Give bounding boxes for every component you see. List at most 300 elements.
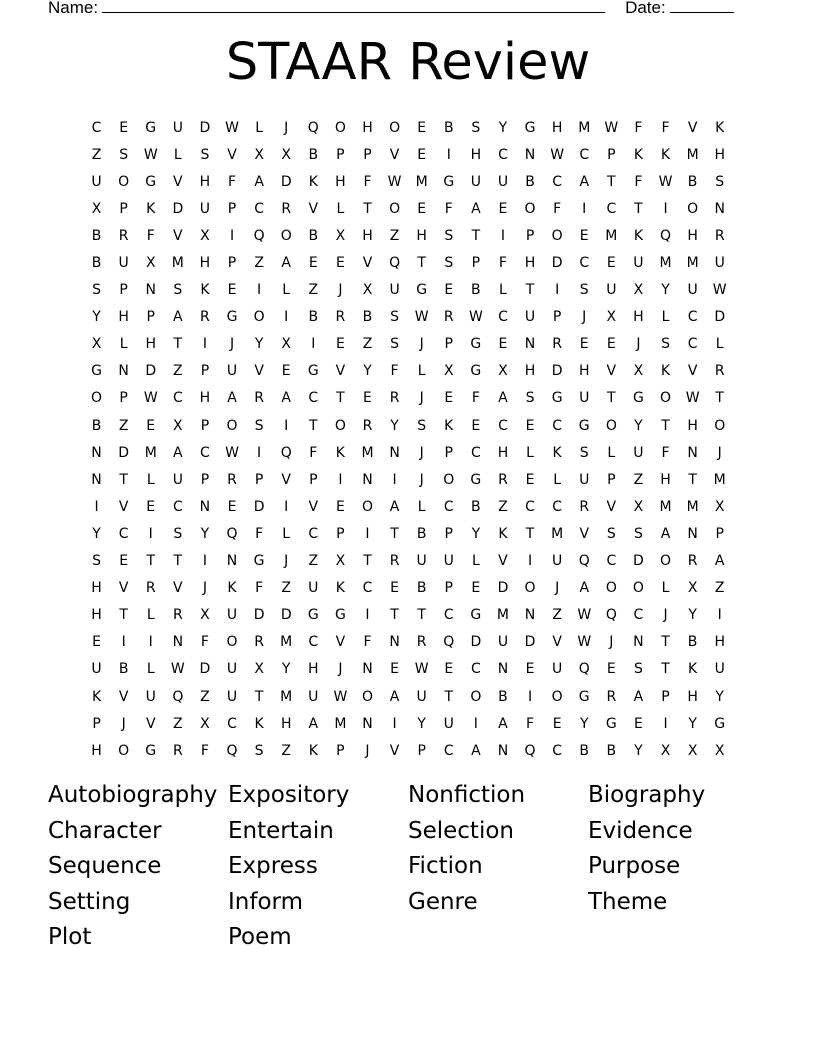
grid-letter: R: [227, 471, 237, 488]
grid-letter: V: [389, 742, 400, 759]
grid-letter: G: [145, 742, 157, 759]
grid-letter: H: [660, 471, 671, 488]
grid-letter: Q: [578, 553, 590, 570]
grid-letter: J: [582, 309, 587, 326]
grid-letter: A: [579, 173, 590, 190]
grid-letter: U: [308, 580, 319, 597]
grid-letter: S: [606, 525, 616, 542]
grid-letter: N: [687, 525, 698, 542]
grid-letter: M: [605, 227, 618, 244]
grid-letter: A: [660, 525, 671, 542]
grid-letter: X: [254, 146, 264, 163]
grid-letter: Y: [661, 282, 670, 299]
grid-letter: O: [551, 688, 563, 705]
grid-letter: F: [309, 444, 318, 461]
grid-letter: S: [579, 444, 589, 461]
grid-letter: K: [688, 661, 698, 678]
grid-letter: I: [202, 336, 207, 353]
grid-letter: E: [606, 661, 616, 678]
grid-letter: R: [714, 227, 725, 244]
grid-row: [83, 114, 733, 141]
grid-letter: K: [660, 146, 671, 163]
grid-letter: S: [119, 146, 129, 163]
grid-letter: C: [362, 580, 373, 597]
grid-letter: W: [170, 661, 185, 678]
grid-letter: C: [552, 742, 563, 759]
grid-letter: J: [419, 336, 424, 353]
grid-letter: J: [636, 336, 641, 353]
grid-letter: A: [281, 255, 291, 272]
grid-letter: G: [307, 363, 319, 380]
grid-letter: E: [390, 580, 399, 597]
grid-letter: W: [658, 173, 673, 190]
grid-letter: S: [417, 417, 427, 434]
grid-letter: W: [333, 688, 348, 705]
grid-letter: C: [470, 444, 481, 461]
grid-letter: U: [633, 444, 644, 461]
grid-letter: G: [307, 607, 319, 624]
grid-letter: C: [606, 200, 617, 217]
grid-letter: P: [336, 742, 345, 759]
grid-letter: Q: [226, 742, 238, 759]
grid-letter: M: [280, 634, 293, 651]
grid-letter: F: [553, 200, 562, 217]
grid-letter: D: [118, 444, 130, 461]
grid-letter: O: [253, 309, 265, 326]
grid-letter: C: [118, 525, 129, 542]
grid-letter: S: [92, 282, 101, 299]
grid-letter: M: [578, 119, 591, 136]
grid-letter: J: [555, 580, 560, 597]
grid-letter: X: [173, 417, 183, 434]
grid-letter: X: [660, 742, 671, 759]
grid-letter: B: [91, 417, 102, 434]
grid-letter: M: [144, 444, 157, 461]
grid-letter: O: [470, 688, 482, 705]
grid-letter: U: [579, 471, 590, 488]
grid-letter: F: [444, 200, 453, 217]
grid-letter: R: [606, 688, 617, 705]
grid-letter: A: [173, 444, 183, 461]
grid-letter: Y: [471, 525, 481, 542]
grid-letter: C: [172, 390, 183, 407]
grid-letter: P: [444, 580, 453, 597]
grid-row: [83, 548, 733, 575]
grid-letter: X: [200, 227, 210, 244]
grid-letter: B: [579, 742, 590, 759]
grid-row: [83, 195, 733, 222]
grid-letter: E: [335, 255, 345, 272]
page-title: STAAR Review: [225, 33, 591, 92]
grid-letter: G: [551, 390, 563, 407]
grid-letter: C: [633, 607, 644, 624]
grid-letter: E: [525, 417, 535, 434]
grid-letter: R: [281, 200, 292, 217]
grid-letter: E: [552, 715, 562, 732]
grid-letter: J: [284, 119, 289, 136]
grid-letter: H: [91, 607, 102, 624]
grid-letter: T: [363, 200, 372, 217]
grid-letter: G: [578, 688, 590, 705]
grid-letter: K: [335, 444, 345, 461]
grid-letter: R: [172, 742, 183, 759]
grid-letter: F: [526, 715, 535, 732]
grid-letter: I: [338, 471, 343, 488]
grid-letter: Z: [281, 742, 291, 759]
word-list-item: Expository: [228, 782, 350, 808]
grid-letter: A: [281, 390, 291, 407]
word-list-item: Express: [228, 853, 318, 880]
grid-letter: C: [254, 200, 264, 217]
grid-letter: P: [336, 525, 345, 542]
word-list-item: Evidence: [588, 817, 693, 844]
grid-letter: B: [471, 498, 481, 515]
word-list-item: Autobiography: [48, 782, 218, 808]
grid-letter: I: [229, 227, 235, 244]
grid-letter: T: [607, 173, 616, 190]
grid-letter: S: [579, 282, 589, 299]
grid-letter: P: [200, 363, 210, 380]
header-line: [48, 0, 748, 19]
date-blank: [670, 0, 734, 13]
grid-letter: E: [498, 200, 508, 217]
grid-letter: F: [363, 173, 372, 190]
grid-letter: N: [362, 715, 373, 732]
grid-letter: V: [687, 119, 698, 136]
grid-letter: X: [687, 742, 698, 759]
grid-letter: H: [551, 119, 563, 136]
grid-letter: R: [254, 390, 264, 407]
grid-letter: B: [308, 309, 319, 326]
grid-letter: R: [498, 471, 508, 488]
grid-letter: U: [497, 634, 509, 651]
grid-letter: H: [524, 363, 536, 380]
grid-letter: G: [470, 607, 482, 624]
grid-letter: Y: [254, 336, 264, 353]
grid-letter: D: [470, 634, 482, 651]
grid-letter: O: [443, 471, 455, 488]
grid-letter: W: [550, 146, 565, 163]
grid-letter: U: [172, 119, 183, 136]
grid-letter: J: [284, 553, 289, 570]
grid-letter: A: [471, 742, 481, 759]
grid-letter: I: [284, 309, 289, 326]
grid-letter: G: [524, 119, 536, 136]
grid-letter: M: [686, 498, 699, 515]
grid-letter: H: [470, 146, 482, 163]
grid-letter: I: [148, 634, 153, 651]
grid-letter: X: [633, 282, 644, 299]
grid-letter: N: [226, 553, 238, 570]
grid-letter: B: [308, 146, 319, 163]
grid-letter: L: [471, 553, 480, 570]
grid-letter: Z: [173, 363, 183, 380]
grid-row: [83, 710, 733, 737]
grid-row: [83, 277, 733, 304]
grid-letter: L: [661, 580, 670, 597]
grid-letter: S: [390, 309, 400, 326]
grid-letter: L: [255, 119, 264, 136]
grid-letter: U: [524, 309, 536, 326]
grid-letter: K: [200, 282, 210, 299]
grid-letter: Q: [172, 688, 184, 705]
grid-letter: I: [527, 553, 533, 570]
grid-letter: A: [389, 688, 400, 705]
grid-letter: J: [609, 634, 614, 651]
grid-letter: S: [254, 417, 264, 434]
grid-letter: L: [417, 498, 426, 515]
grid-letter: U: [552, 553, 563, 570]
grid-letter: T: [146, 553, 156, 570]
grid-letter: R: [118, 227, 129, 244]
grid-letter: Q: [389, 255, 401, 272]
grid-row: [83, 249, 733, 276]
grid-letter: T: [661, 417, 670, 434]
grid-letter: J: [338, 282, 343, 299]
grid-letter: C: [606, 553, 617, 570]
grid-letter: F: [255, 525, 264, 542]
grid-letter: L: [417, 363, 426, 380]
grid-letter: Z: [552, 607, 562, 624]
grid-letter: V: [308, 200, 319, 217]
grid-letter: U: [443, 715, 454, 732]
grid-letter: U: [226, 607, 238, 624]
word-list-item: Character: [48, 817, 162, 844]
word-search-grid: [83, 114, 733, 764]
grid-letter: F: [471, 390, 480, 407]
grid-letter: T: [173, 336, 183, 353]
grid-letter: N: [389, 634, 400, 651]
grid-letter: D: [551, 255, 563, 272]
word-list-item: Plot: [48, 924, 92, 951]
grid-letter: M: [659, 498, 672, 515]
grid-letter: K: [715, 119, 725, 136]
word-list-item: Purpose: [588, 853, 681, 880]
grid-letter: B: [118, 661, 129, 678]
grid-letter: S: [444, 255, 454, 272]
grid-letter: E: [633, 715, 643, 732]
grid-letter: I: [392, 471, 397, 488]
grid-letter: E: [335, 498, 345, 515]
grid-letter: S: [471, 119, 481, 136]
grid-letter: V: [118, 498, 129, 515]
grid-letter: I: [527, 688, 533, 705]
grid-letter: B: [308, 227, 319, 244]
grid-letter: G: [226, 309, 238, 326]
grid-letter: W: [143, 146, 158, 163]
grid-letter: X: [335, 553, 346, 570]
grid-letter: H: [578, 363, 590, 380]
grid-letter: Q: [578, 661, 590, 678]
grid-letter: T: [688, 471, 697, 488]
grid-letter: L: [173, 146, 182, 163]
grid-letter: E: [119, 119, 129, 136]
grid-letter: T: [309, 417, 318, 434]
grid-letter: Q: [253, 227, 265, 244]
grid-letter: E: [444, 661, 454, 678]
grid-letter: E: [471, 580, 481, 597]
grid-letter: T: [525, 525, 535, 542]
grid-letter: W: [143, 390, 158, 407]
grid-letter: U: [633, 255, 644, 272]
grid-letter: L: [282, 282, 291, 299]
grid-letter: U: [470, 173, 481, 190]
grid-letter: T: [390, 607, 399, 624]
grid-letter: Q: [226, 525, 238, 542]
grid-letter: J: [202, 580, 207, 597]
grid-letter: X: [633, 498, 644, 515]
grid-letter: E: [335, 336, 345, 353]
grid-letter: E: [417, 200, 427, 217]
grid-letter: P: [607, 146, 616, 163]
grid-letter: P: [336, 146, 345, 163]
grid-letter: V: [308, 498, 319, 515]
grid-letter: U: [308, 688, 319, 705]
grid-letter: O: [334, 417, 346, 434]
grid-letter: V: [362, 255, 373, 272]
grid-letter: S: [661, 336, 670, 353]
grid-letter: D: [524, 634, 536, 651]
grid-letter: P: [200, 471, 210, 488]
grid-row: [83, 168, 733, 195]
grid-letter: W: [414, 661, 429, 678]
grid-letter: L: [499, 282, 507, 299]
grid-letter: W: [604, 119, 619, 136]
grid-letter: G: [443, 173, 455, 190]
grid-letter: T: [336, 390, 345, 407]
grid-letter: V: [606, 363, 617, 380]
grid-letter: R: [335, 309, 346, 326]
grid-letter: I: [446, 146, 451, 163]
grid-letter: T: [254, 688, 264, 705]
grid-letter: E: [390, 661, 399, 678]
grid-letter: X: [200, 607, 210, 624]
grid-letter: L: [336, 200, 345, 217]
grid-row: [83, 683, 733, 710]
grid-letter: I: [663, 200, 668, 217]
grid-letter: I: [148, 525, 153, 542]
grid-letter: P: [471, 255, 481, 272]
grid-letter: S: [525, 390, 535, 407]
grid-letter: D: [145, 363, 157, 380]
grid-letter: Y: [688, 715, 697, 732]
grid-row: [83, 331, 733, 358]
grid-letter: E: [281, 363, 291, 380]
grid-letter: E: [606, 336, 616, 353]
grid-letter: H: [687, 688, 698, 705]
grid-letter: L: [119, 336, 128, 353]
grid-letter: X: [145, 255, 156, 272]
grid-letter: H: [118, 309, 129, 326]
grid-letter: A: [471, 200, 481, 217]
grid-letter: P: [119, 390, 128, 407]
grid-letter: E: [444, 390, 454, 407]
grid-letter: B: [91, 227, 102, 244]
grid-letter: H: [524, 255, 536, 272]
grid-letter: A: [308, 715, 319, 732]
grid-letter: E: [119, 553, 129, 570]
grid-letter: I: [94, 498, 99, 515]
grid-letter: L: [715, 336, 724, 353]
grid-letter: H: [91, 742, 102, 759]
grid-letter: F: [363, 634, 372, 651]
grid-letter: X: [362, 282, 373, 299]
grid-letter: Y: [579, 715, 589, 732]
grid-letter: I: [555, 282, 560, 299]
grid-letter: Y: [92, 525, 101, 542]
grid-letter: H: [714, 146, 725, 163]
grid-letter: W: [225, 444, 239, 461]
grid-letter: P: [227, 200, 237, 217]
grid-letter: E: [579, 227, 589, 244]
grid-row: [83, 520, 733, 547]
grid-letter: O: [687, 200, 699, 217]
grid-letter: Y: [498, 119, 508, 136]
grid-letter: U: [497, 173, 509, 190]
grid-letter: M: [686, 255, 699, 272]
grid-letter: X: [714, 498, 725, 515]
grid-letter: U: [226, 661, 238, 678]
grid-letter: M: [686, 146, 699, 163]
word-list-item: Selection: [408, 817, 514, 844]
grid-letter: X: [254, 661, 264, 678]
grid-letter: O: [389, 119, 401, 136]
grid-letter: N: [524, 146, 536, 163]
grid-letter: V: [145, 715, 156, 732]
grid-letter: U: [579, 390, 590, 407]
grid-letter: R: [200, 309, 210, 326]
grid-letter: E: [471, 417, 481, 434]
grid-letter: O: [714, 417, 726, 434]
grid-letter: G: [91, 363, 102, 380]
grid-letter: A: [498, 390, 508, 407]
grid-letter: S: [200, 146, 210, 163]
grid-letter: N: [389, 444, 400, 461]
grid-letter: X: [714, 742, 725, 759]
grid-letter: E: [525, 471, 535, 488]
grid-letter: I: [257, 282, 262, 299]
grid-letter: J: [663, 607, 668, 624]
grid-letter: D: [497, 580, 509, 597]
grid-letter: S: [715, 173, 725, 190]
grid-letter: I: [582, 200, 587, 217]
grid-letter: P: [715, 525, 724, 542]
grid-letter: J: [229, 336, 235, 353]
grid-letter: G: [632, 390, 644, 407]
date-label: Date:: [625, 0, 666, 17]
grid-letter: E: [227, 282, 237, 299]
grid-letter: C: [443, 498, 454, 515]
grid-row: [83, 385, 733, 412]
grid-letter: H: [91, 580, 102, 597]
grid-letter: N: [524, 336, 536, 353]
grid-letter: I: [717, 607, 722, 624]
grid-letter: E: [579, 336, 589, 353]
grid-letter: P: [119, 200, 128, 217]
word-list-item: Entertain: [228, 817, 334, 844]
grid-letter: O: [361, 688, 373, 705]
grid-letter: H: [199, 255, 211, 272]
grid-letter: C: [552, 173, 563, 190]
grid-letter: G: [470, 336, 482, 353]
grid-letter: H: [199, 390, 211, 407]
grid-letter: R: [714, 363, 725, 380]
grid-letter: T: [471, 227, 481, 244]
grid-letter: N: [362, 471, 373, 488]
grid-letter: J: [121, 715, 126, 732]
grid-letter: S: [390, 336, 400, 353]
grid-letter: V: [173, 227, 183, 244]
